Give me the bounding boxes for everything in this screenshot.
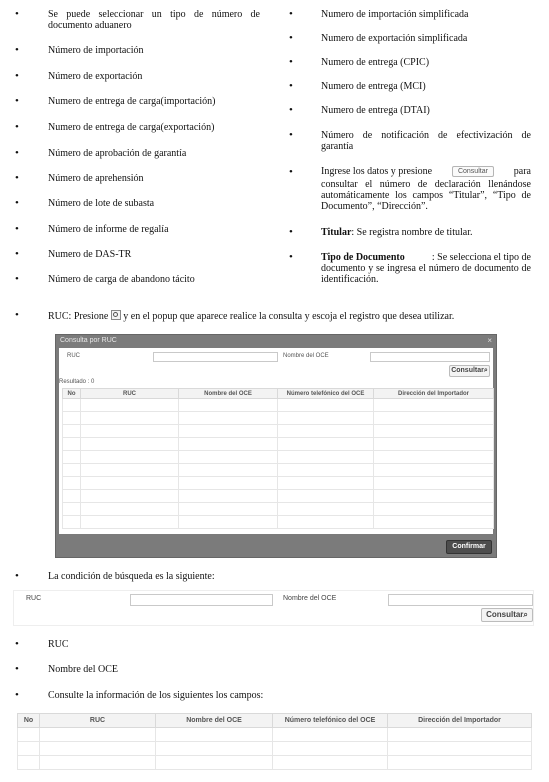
- table-row: [18, 728, 532, 742]
- consult-text: Consulte la información de los siguientes los campos:: [48, 690, 264, 701]
- list-item-text: Número de lote de subasta: [48, 198, 155, 209]
- col-phone[interactable]: Número telefónico del OCE: [278, 389, 374, 399]
- col-address[interactable]: Dirección del Importador: [388, 714, 532, 728]
- titular-text: [321, 227, 472, 238]
- ruc-note-text: [48, 310, 454, 322]
- table-row: [63, 451, 494, 464]
- field-item-text: RUC: [48, 639, 69, 650]
- bullet: •: [289, 226, 293, 238]
- bullet: •: [289, 8, 293, 20]
- list-item-text: Número de exportación: [48, 71, 143, 82]
- popup-oce-label: Nombre del OCE: [283, 353, 329, 359]
- ingrese-line4: Documento”, “Dirección”.: [321, 201, 428, 212]
- bullet: •: [15, 689, 19, 701]
- list-item-text: Numero de DAS-TR: [48, 249, 132, 260]
- bullet: •: [289, 104, 293, 116]
- result-table: [17, 713, 532, 770]
- table-row: [18, 742, 532, 756]
- popup-ruc-input[interactable]: [153, 352, 278, 362]
- search-ruc-input[interactable]: [130, 594, 273, 606]
- tipo-doc-line3: identificación.: [321, 274, 379, 285]
- field-item-text: Nombre del OCE: [48, 664, 118, 675]
- search-oce-input[interactable]: [388, 594, 533, 606]
- search-icon: ⌕: [483, 367, 488, 374]
- tipo-doc-rest: : Se selecciona el tipo de: [431, 252, 531, 263]
- table-row: [63, 399, 494, 412]
- list-item-text: Numero de entrega de carga(importación): [48, 96, 216, 107]
- bullet: •: [15, 8, 19, 20]
- search-panel: [13, 590, 534, 626]
- table-row: [63, 412, 494, 425]
- consultar-inline-button: Consultar: [452, 166, 494, 177]
- confirm-button[interactable]: Confirmar: [446, 540, 492, 554]
- table-row: [63, 516, 494, 529]
- bullet: •: [289, 166, 293, 178]
- list-item-text: Numero de entrega (CPIC): [321, 57, 430, 68]
- bullet: •: [15, 570, 19, 582]
- ruc-note-pre: RUC: Presione: [48, 311, 109, 322]
- search-button[interactable]: [481, 608, 533, 622]
- table-header-row: [18, 714, 532, 728]
- list-item-text: Numero de entrega de carga(exportación): [48, 122, 215, 133]
- search-button-label: Consultar: [486, 610, 524, 619]
- col-no[interactable]: No: [63, 389, 81, 399]
- tipo-doc-line1: [321, 252, 531, 263]
- col-phone[interactable]: Número telefónico del OCE: [273, 714, 388, 728]
- list-item-text: Número de carga de abandono tácito: [48, 274, 195, 285]
- search-oce-label: Nombre del OCE: [283, 595, 337, 602]
- bullet: •: [15, 44, 19, 56]
- search-popup-icon: [111, 310, 121, 320]
- col-address[interactable]: Dirección del Importador: [374, 389, 494, 399]
- table-row: [63, 438, 494, 451]
- popup-body: [59, 348, 493, 534]
- table-row: [63, 477, 494, 490]
- col-ruc[interactable]: RUC: [81, 389, 179, 399]
- bullet: •: [15, 663, 19, 675]
- close-icon[interactable]: ×: [487, 336, 492, 345]
- list-item-text: Número de aprehensión: [48, 173, 144, 184]
- popup-result-table: [62, 388, 494, 529]
- bullet: •: [15, 273, 19, 285]
- list-item-text-cont: documento aduanero: [48, 20, 132, 31]
- ingrese-line3: automáticamente los campos “Titular”, “Tipo de: [321, 190, 531, 201]
- bullet: •: [15, 197, 19, 209]
- table-row: [63, 503, 494, 516]
- bullet: •: [289, 56, 293, 68]
- bullet: •: [289, 80, 293, 92]
- popup-search-label: Consultar: [451, 367, 484, 374]
- search-condition-text: La condición de búsqueda es la siguiente:: [48, 571, 215, 582]
- ingrese-line1: [321, 166, 531, 177]
- ruc-search-popup: [55, 334, 497, 558]
- popup-table-body: [63, 399, 494, 529]
- result-table-body: [18, 728, 532, 770]
- search-icon: ⌕: [523, 610, 528, 619]
- list-item-text: Número de notificación de efectivización de: [321, 130, 531, 141]
- col-no[interactable]: No: [18, 714, 40, 728]
- popup-oce-input[interactable]: [370, 352, 490, 362]
- bullet: •: [15, 121, 19, 133]
- list-item-text: Numero de entrega (DTAI): [321, 105, 430, 116]
- tipo-doc-bold: Tipo de Documento: [321, 252, 405, 263]
- col-ruc[interactable]: RUC: [40, 714, 156, 728]
- bullet: •: [289, 129, 293, 141]
- popup-title: Consulta por RUC: [60, 337, 117, 344]
- list-item-text: Numero de exportación simplificada: [321, 33, 468, 44]
- bullet: •: [15, 172, 19, 184]
- ingrese-post-text: para: [513, 166, 531, 177]
- table-row: [63, 425, 494, 438]
- list-item-text: Numero de entrega (MCI): [321, 81, 426, 92]
- ruc-note-post: y en el popup que aparece realice la consulta y escoja el registro que desea utilizar.: [123, 311, 455, 322]
- bullet: •: [289, 32, 293, 44]
- search-ruc-label: RUC: [26, 595, 42, 602]
- bullet: •: [289, 251, 293, 263]
- list-item-text-cont: garantía: [321, 141, 354, 152]
- list-item-text: Número de aprobación de garantía: [48, 148, 187, 159]
- bullet: •: [15, 147, 19, 159]
- bullet: •: [15, 223, 19, 235]
- list-item-text: Numero de importación simplificada: [321, 9, 469, 20]
- titular-rest: : Se registra nombre de titular.: [351, 227, 473, 238]
- bullet: •: [15, 248, 19, 260]
- titular-bold: Titular: [321, 227, 352, 238]
- table-row: [18, 756, 532, 770]
- bullet: •: [15, 309, 19, 321]
- col-oce[interactable]: Nombre del OCE: [179, 389, 278, 399]
- ingrese-line2: consultar el número de declaración llenándose: [321, 179, 531, 190]
- table-row: [63, 464, 494, 477]
- list-item-text: Número de informe de regalía: [48, 224, 169, 235]
- tipo-doc-line2: documento y se ingresa el número de documento de: [321, 263, 531, 274]
- popup-result-count: Resultado : 0: [59, 379, 95, 385]
- list-item-text: Número de importación: [48, 45, 144, 56]
- bullet: •: [15, 70, 19, 82]
- bullet: •: [15, 638, 19, 650]
- col-oce[interactable]: Nombre del OCE: [156, 714, 273, 728]
- bullet: •: [15, 95, 19, 107]
- table-header-row: [63, 389, 494, 399]
- popup-ruc-label: RUC: [67, 353, 80, 359]
- ingrese-pre-text: Ingrese los datos y presione: [321, 166, 433, 177]
- list-item-text: Se puede seleccionar un tipo de número de: [48, 9, 260, 20]
- table-row: [63, 490, 494, 503]
- popup-search-button[interactable]: [449, 365, 490, 377]
